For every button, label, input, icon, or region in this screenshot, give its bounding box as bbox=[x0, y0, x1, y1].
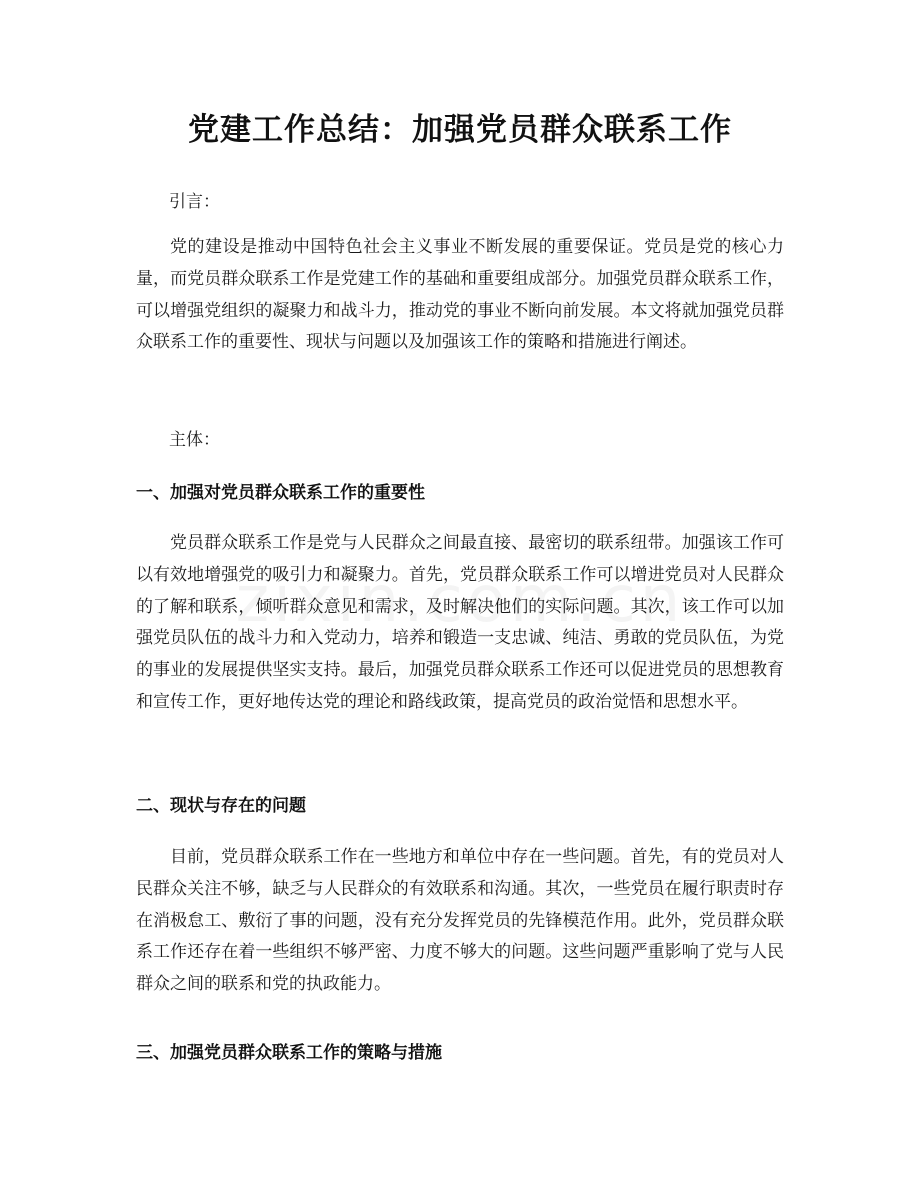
section-heading-strategies: 三、加强党员群众联系工作的策略与措施 bbox=[136, 1043, 442, 1063]
body-label: 主体： bbox=[169, 430, 220, 450]
intro-paragraph: 党的建设是推动中国特色社会主义事业不断发展的重要保证。党员是党的核心力量，而党员群众联系工作是党建工作的基础和重要组成部分。加强党员群众联系工作，可以增强党组织的凝聚力和战斗力，推动党的事业不断向前发展。本文将就加强党员群众联系工作的重要性、现状与问题以及加强该工作的策略和措施进行阐述。 bbox=[136, 237, 784, 353]
section-paragraph-problems: 目前，党员群众联系工作在一些地方和单位中存在一些问题。首先，有的党员对人民群众关注不够，缺乏与人民群众的有效联系和沟通。其次，一些党员在履行职责时存在消极怠工、敷衍了事的问题，没有充分发挥党员的先锋模范作用。此外，党员群众联系工作还存在着一些组织不够严密、力度不够大的问题。这些问题严重影响了党与人民群众之间的联系和党的执政能力。 bbox=[136, 847, 784, 995]
document-title: 党建工作总结：加强党员群众联系工作 bbox=[188, 112, 732, 148]
section-paragraph-importance: 党员群众联系工作是党与人民群众之间最直接、最密切的联系纽带。加强该工作可以有效地增强党的吸引力和凝聚力。首先，党员群众联系工作可以增进党员对人民群众的了解和联系，倾听群众意见和需求，及时解决他们的实际问题。其次，该工作可以加强党员队伍的战斗力和入党动力，培养和锻造一支忠诚、纯洁、勇敢的党员队伍，为党的事业的发展提供坚实支持。最后，加强党员群众联系工作还可以促进党员的思想教育和宣传工作，更好地传达党的理论和路线政策，提高党员的政治觉悟和思想水平。 bbox=[136, 533, 784, 712]
section-heading-problems: 二、现状与存在的问题 bbox=[136, 796, 306, 816]
section-heading-importance: 一、加强对党员群众联系工作的重要性 bbox=[136, 483, 425, 503]
intro-label: 引言： bbox=[169, 192, 220, 212]
